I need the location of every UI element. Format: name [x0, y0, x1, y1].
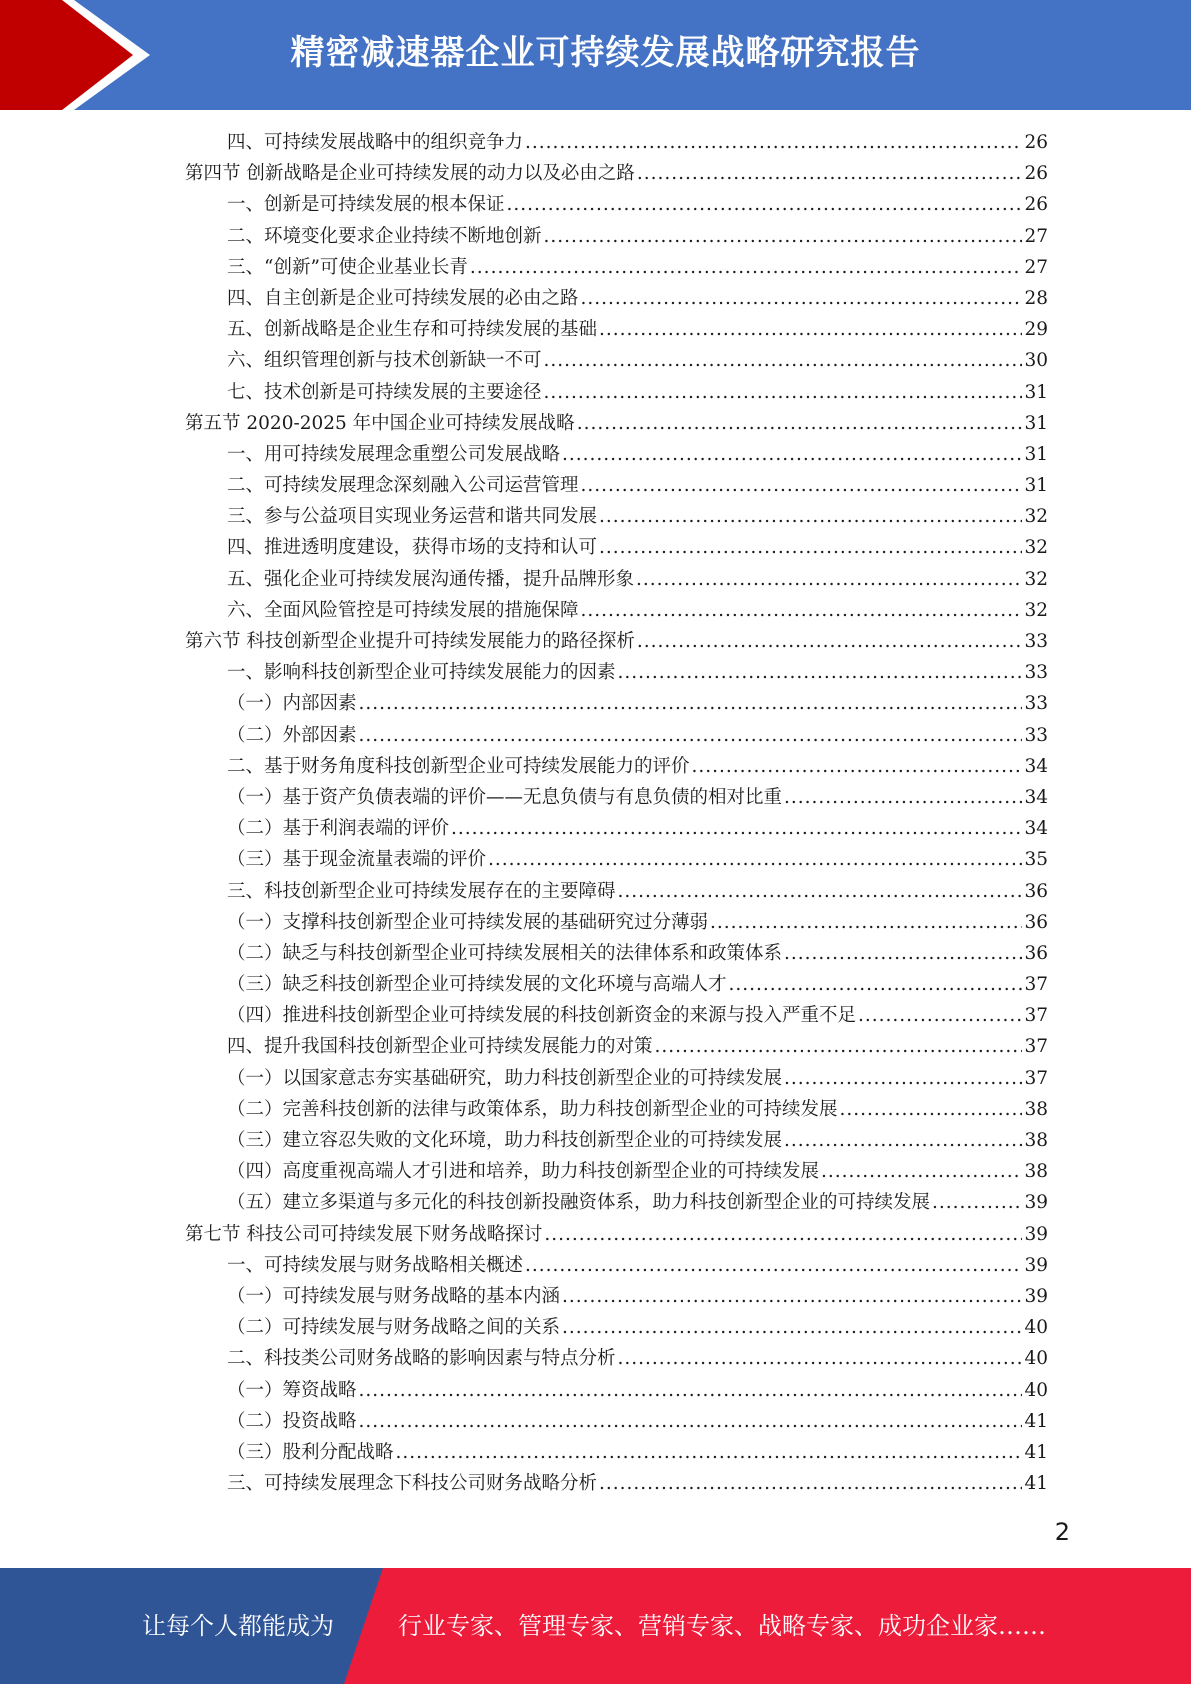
toc-entry[interactable]: [185, 253, 1048, 284]
toc-entry[interactable]: [185, 689, 1048, 720]
toc-entry-title: 四、自主创新是企业可持续发展的必由之路: [227, 287, 579, 309]
toc-entry-title: 三、“创新”可使企业基业长青: [227, 256, 468, 278]
toc-entry-title: （四）推进科技创新型企业可持续发展的科技创新资金的来源与投入严重不足: [227, 1005, 857, 1027]
toc-entry[interactable]: [185, 346, 1048, 377]
toc-entry[interactable]: [185, 845, 1048, 876]
toc-entry-page: 31: [1024, 381, 1048, 403]
toc-entry[interactable]: [185, 783, 1048, 814]
toc-entry-title: 一、创新是可持续发展的根本保证: [227, 194, 505, 216]
toc-dot-leader: [784, 787, 1022, 808]
toc-entry-page: 34: [1024, 755, 1048, 777]
toc-entry-page: 34: [1024, 818, 1048, 840]
toc-entry[interactable]: [185, 1064, 1048, 1095]
toc-dot-leader: [577, 413, 1023, 434]
toc-entry-page: 33: [1024, 693, 1048, 715]
toc-entry[interactable]: [185, 1032, 1048, 1063]
document-title: 精密减速器企业可持续发展战略研究报告: [290, 33, 921, 73]
toc-entry[interactable]: [185, 1220, 1048, 1251]
toc-entry-page: 27: [1024, 225, 1048, 247]
toc-entry[interactable]: [185, 814, 1048, 845]
toc-entry-page: 35: [1024, 849, 1048, 871]
toc-dot-leader: [562, 444, 1022, 465]
toc-entry[interactable]: [185, 440, 1048, 471]
toc-entry[interactable]: [185, 1251, 1048, 1282]
toc-entry-title: 第四节 创新战略是企业可持续发展的动力以及必由之路: [185, 163, 635, 185]
toc-entry[interactable]: [185, 315, 1048, 346]
toc-dot-leader: [359, 725, 1023, 746]
toc-dot-leader: [784, 1130, 1022, 1151]
toc-dot-leader: [710, 912, 1022, 933]
toc-entry-title: 六、组织管理创新与技术创新缺一不可: [227, 350, 542, 372]
toc-entry[interactable]: [185, 565, 1048, 596]
toc-entry-page: 36: [1024, 942, 1048, 964]
toc-entry[interactable]: [185, 1126, 1048, 1157]
toc-entry[interactable]: [185, 596, 1048, 627]
toc-entry-title: （二）完善科技创新的法律与政策体系，助力科技创新型企业的可持续发展: [227, 1098, 838, 1120]
toc-entry[interactable]: [185, 128, 1048, 159]
toc-dot-leader: [488, 849, 1022, 870]
toc-entry-title: 第五节 2020-2025 年中国企业可持续发展战略: [185, 412, 575, 434]
toc-entry-page: 32: [1024, 599, 1048, 621]
toc-entry-page: 40: [1024, 1348, 1048, 1370]
toc-entry-title: （四）高度重视高端人才引进和培养，助力科技创新型企业的可持续发展: [227, 1161, 820, 1183]
toc-entry[interactable]: [185, 222, 1048, 253]
toc-entry-page: 37: [1024, 1067, 1048, 1089]
toc-dot-leader: [507, 194, 1023, 215]
toc-entry-title: （一）支撑科技创新型企业可持续发展的基础研究过分薄弱: [227, 911, 709, 933]
toc-entry-page: 39: [1024, 1285, 1048, 1307]
toc-entry[interactable]: [185, 471, 1048, 502]
toc-entry-title: 四、推进透明度建设，获得市场的支持和认可: [227, 537, 598, 559]
toc-entry-page: 37: [1024, 974, 1048, 996]
toc-entry-page: 39: [1024, 1192, 1048, 1214]
toc-entry-page: 34: [1024, 786, 1048, 808]
toc-entry-title: （一）基于资产负债表端的评价——无息负债与有息负债的相对比重: [227, 786, 783, 808]
toc-dot-leader: [821, 1161, 1022, 1182]
toc-entry[interactable]: [185, 752, 1048, 783]
toc-entry-page: 27: [1024, 256, 1048, 278]
toc-entry-page: 41: [1024, 1473, 1048, 1495]
toc-entry-title: （一）以国家意志夯实基础研究，助力科技创新型企业的可持续发展: [227, 1067, 783, 1089]
toc-entry[interactable]: [185, 1469, 1048, 1500]
toc-dot-leader: [618, 662, 1023, 683]
toc-entry-title: （五）建立多渠道与多元化的科技创新投融资体系，助力科技创新型企业的可持续发展: [227, 1192, 931, 1214]
toc-entry-page: 26: [1024, 163, 1048, 185]
toc-entry[interactable]: [185, 721, 1048, 752]
toc-entry-title: 二、可持续发展理念深刻融入公司运营管理: [227, 475, 579, 497]
footer-slogan-left: 让每个人都能成为: [142, 1612, 334, 1640]
toc-entry-title: （三）股利分配战略: [227, 1441, 394, 1463]
toc-entry[interactable]: [185, 908, 1048, 939]
toc-entry-page: 33: [1024, 631, 1048, 652]
toc-entry-title: 五、创新战略是企业生存和可持续发展的基础: [227, 319, 598, 341]
toc-dot-leader: [359, 1380, 1023, 1401]
toc-entry-page: 33: [1024, 724, 1048, 746]
footer-slogan-right: 行业专家、管理专家、营销专家、战略专家、成功企业家……: [398, 1612, 1046, 1640]
toc-dot-leader: [544, 1224, 1022, 1245]
toc-entry-page: 39: [1024, 1254, 1048, 1276]
toc-entry-title: （一）可持续发展与财务战略的基本内涵: [227, 1285, 561, 1307]
toc-entry-page: 40: [1024, 1317, 1048, 1339]
toc-dot-leader: [784, 943, 1022, 964]
toc-dot-leader: [784, 1068, 1022, 1089]
toc-entry-page: 39: [1024, 1223, 1048, 1245]
toc-dot-leader: [544, 350, 1023, 371]
toc-entry[interactable]: [185, 1188, 1048, 1219]
toc-entry-title: （二）缺乏与科技创新型企业可持续发展相关的法律体系和政策体系: [227, 942, 783, 964]
toc-entry-page: 33: [1024, 662, 1048, 684]
toc-entry-page: 38: [1024, 1098, 1048, 1120]
toc-entry-title: 二、环境变化要求企业持续不断地创新: [227, 225, 542, 247]
toc-entry[interactable]: [185, 378, 1048, 409]
toc-dot-leader: [581, 600, 1023, 621]
toc-entry-page: 31: [1024, 443, 1048, 465]
toc-dot-leader: [396, 1442, 1023, 1463]
page-header: [0, 0, 1191, 110]
toc-entry-page: 30: [1024, 350, 1048, 372]
toc-entry[interactable]: [185, 877, 1048, 908]
toc-dot-leader: [618, 1348, 1023, 1369]
toc-entry-page: 37: [1024, 1036, 1048, 1058]
toc-entry[interactable]: [185, 939, 1048, 970]
toc-entry[interactable]: [185, 159, 1048, 190]
toc-entry-title: 二、科技类公司财务战略的影响因素与特点分析: [227, 1348, 616, 1370]
toc-dot-leader: [655, 1036, 1023, 1057]
toc-dot-leader: [525, 1255, 1022, 1276]
toc-entry-page: 31: [1024, 475, 1048, 497]
toc-entry[interactable]: [185, 1407, 1048, 1438]
toc-dot-leader: [599, 537, 1022, 558]
toc-entry[interactable]: [185, 1095, 1048, 1126]
toc-entry[interactable]: [185, 1157, 1048, 1188]
toc-entry-page: 38: [1024, 1161, 1048, 1183]
toc-entry-page: 41: [1024, 1441, 1048, 1463]
toc-dot-leader: [636, 569, 1022, 590]
toc-entry-title: （二）可持续发展与财务战略之间的关系: [227, 1317, 561, 1339]
toc-entry-title: 一、影响科技创新型企业可持续发展能力的因素: [227, 662, 616, 684]
toc-entry-page: 31: [1024, 412, 1048, 434]
toc-entry-title: （二）投资战略: [227, 1410, 357, 1432]
toc-entry-title: 五、强化企业可持续发展沟通传播，提升品牌形象: [227, 568, 635, 590]
toc-dot-leader: [840, 1099, 1023, 1120]
toc-dot-leader: [544, 382, 1023, 403]
toc-entry-page: 26: [1024, 132, 1048, 153]
toc-entry-page: 37: [1024, 1005, 1048, 1027]
toc-entry-title: （二）基于利润表端的评价: [227, 818, 450, 840]
toc-dot-leader: [470, 257, 1023, 278]
toc-entry-title: 三、可持续发展理念下科技公司财务战略分析: [227, 1473, 598, 1495]
toc-entry-page: 40: [1024, 1379, 1048, 1401]
toc-entry-page: 32: [1024, 537, 1048, 559]
toc-entry-page: 36: [1024, 880, 1048, 902]
toc-entry[interactable]: [185, 1376, 1048, 1407]
toc-dot-leader: [599, 1473, 1022, 1494]
toc-dot-leader: [637, 631, 1023, 652]
page-footer: [0, 1568, 1191, 1684]
toc-entry-title: 第七节 科技公司可持续发展下财务战略探讨: [185, 1223, 543, 1245]
toc-entry-page: 32: [1024, 506, 1048, 528]
toc-entry[interactable]: [185, 409, 1048, 440]
toc-entry-title: 四、提升我国科技创新型企业可持续发展能力的对策: [227, 1036, 653, 1058]
toc-dot-leader: [618, 881, 1023, 902]
toc-entry[interactable]: [185, 658, 1048, 689]
toc-entry[interactable]: [185, 502, 1048, 533]
toc-entry[interactable]: [185, 190, 1048, 221]
toc-entry[interactable]: [185, 284, 1048, 315]
toc-dot-leader: [359, 693, 1023, 714]
toc-entry-title: 三、参与公益项目实现业务运营和谐共同发展: [227, 506, 598, 528]
toc-entry[interactable]: [185, 533, 1048, 564]
toc-entry-title: （一）筹资战略: [227, 1379, 357, 1401]
toc-entry-title: （二）外部因素: [227, 724, 357, 746]
toc-dot-leader: [359, 1411, 1023, 1432]
page-number: 2: [1054, 1518, 1070, 1546]
toc-entry-title: （一）内部因素: [227, 693, 357, 715]
toc-entry-title: （三）建立容忍失败的文化环境，助力科技创新型企业的可持续发展: [227, 1130, 783, 1151]
toc-entry-title: 六、全面风险管控是可持续发展的措施保障: [227, 599, 579, 621]
toc-dot-leader: [858, 1005, 1022, 1026]
toc-entry[interactable]: [185, 1001, 1048, 1032]
toc-dot-leader: [599, 319, 1022, 340]
toc-entry[interactable]: [185, 1344, 1048, 1375]
toc-dot-leader: [544, 226, 1023, 247]
toc-entry-page: 28: [1024, 287, 1048, 309]
toc-entry-page: 26: [1024, 194, 1048, 216]
toc-entry-page: 36: [1024, 911, 1048, 933]
toc-dot-leader: [525, 132, 1022, 153]
toc-entry-title: 第六节 科技创新型企业提升可持续发展能力的路径探析: [185, 631, 635, 652]
toc-dot-leader: [581, 475, 1023, 496]
toc-entry[interactable]: [185, 1438, 1048, 1469]
table-of-contents: [185, 128, 1048, 1500]
toc-dot-leader: [562, 1317, 1022, 1338]
toc-entry[interactable]: [185, 1282, 1048, 1313]
toc-entry-title: 七、技术创新是可持续发展的主要途径: [227, 381, 542, 403]
toc-entry-title: 二、基于财务角度科技创新型企业可持续发展能力的评价: [227, 755, 690, 777]
toc-dot-leader: [692, 756, 1023, 777]
toc-dot-leader: [729, 974, 1023, 995]
toc-entry-page: 32: [1024, 568, 1048, 590]
toc-entry-page: 38: [1024, 1130, 1048, 1151]
toc-dot-leader: [599, 506, 1022, 527]
toc-dot-leader: [562, 1286, 1022, 1307]
toc-dot-leader: [581, 288, 1023, 309]
toc-dot-leader: [637, 163, 1023, 184]
toc-entry-page: 41: [1024, 1410, 1048, 1432]
toc-entry-title: （三）缺乏科技创新型企业可持续发展的文化环境与高端人才: [227, 974, 727, 996]
toc-dot-leader: [932, 1192, 1022, 1213]
toc-entry-title: 三、科技创新型企业可持续发展存在的主要障碍: [227, 880, 616, 902]
toc-entry[interactable]: [185, 627, 1048, 658]
toc-entry[interactable]: [185, 970, 1048, 1001]
toc-dot-leader: [451, 818, 1022, 839]
toc-entry-title: 一、用可持续发展理念重塑公司发展战略: [227, 443, 561, 465]
toc-entry-title: （三）基于现金流量表端的评价: [227, 849, 487, 871]
toc-entry-title: 四、可持续发展战略中的组织竞争力: [227, 132, 524, 153]
toc-entry[interactable]: [185, 1313, 1048, 1344]
toc-entry-page: 29: [1024, 319, 1048, 341]
toc-entry-title: 一、可持续发展与财务战略相关概述: [227, 1254, 524, 1276]
